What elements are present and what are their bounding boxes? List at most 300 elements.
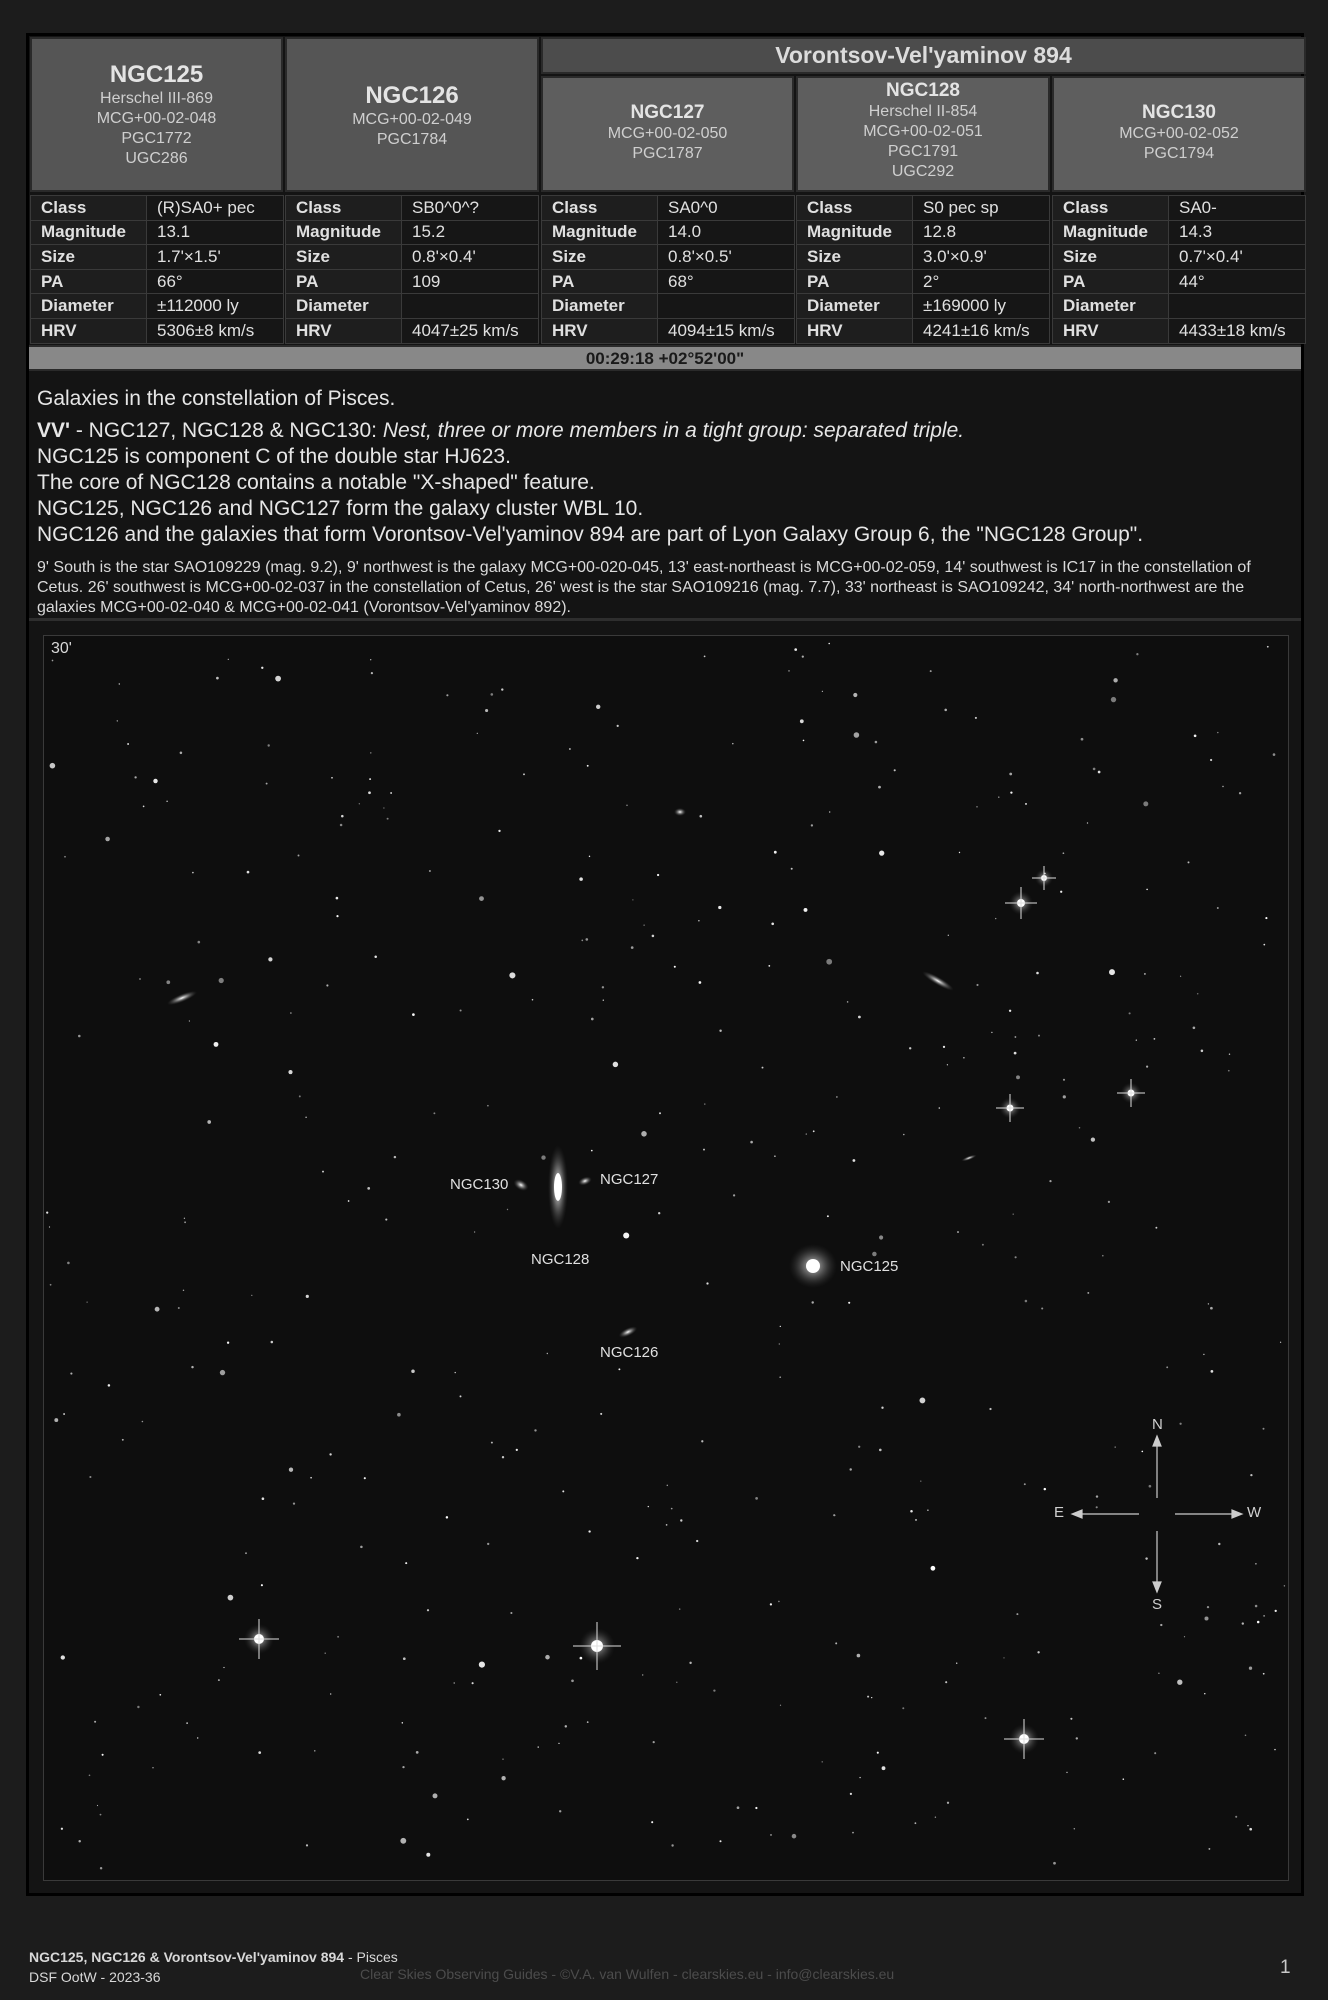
star — [848, 1302, 850, 1304]
star — [1013, 1213, 1014, 1214]
star — [713, 1689, 715, 1691]
stars — [46, 643, 1285, 1870]
star — [1076, 1737, 1078, 1739]
star — [1049, 1180, 1051, 1182]
star — [218, 1679, 220, 1681]
prop-value: 13.1 — [147, 220, 284, 245]
star — [985, 1717, 987, 1719]
star — [61, 1828, 63, 1830]
object-id: MCG+00-02-048 — [96, 110, 217, 127]
prop-value: ±169000 ly — [913, 294, 1050, 319]
prop-value: 4094±15 km/s — [658, 318, 795, 343]
star — [643, 924, 644, 925]
star — [117, 720, 118, 721]
star — [119, 683, 120, 684]
prop-label: Size — [1053, 245, 1169, 270]
footer-title-block — [29, 1947, 398, 1987]
prop-label: Diameter — [31, 294, 147, 319]
star — [847, 1001, 849, 1003]
star — [207, 1120, 211, 1124]
star — [733, 1194, 735, 1196]
object-title: NGC127 — [630, 102, 705, 123]
page-number: 1 — [1280, 1957, 1291, 1978]
star — [1016, 1075, 1020, 1079]
star — [261, 667, 263, 669]
star — [1093, 768, 1096, 771]
star — [1160, 1624, 1162, 1626]
star — [737, 1806, 740, 1809]
prop-label: Diameter — [286, 294, 402, 319]
star — [490, 693, 493, 696]
star — [698, 920, 699, 921]
star — [580, 1657, 583, 1660]
star — [290, 1012, 292, 1014]
star — [706, 1282, 708, 1284]
star — [245, 1552, 247, 1554]
star — [587, 765, 589, 767]
star — [617, 725, 619, 727]
star — [228, 1595, 234, 1601]
star — [446, 694, 448, 696]
star — [1284, 1585, 1285, 1586]
object-id: PGC1772 — [121, 130, 192, 147]
star — [779, 1376, 781, 1378]
object-id: PGC1784 — [376, 131, 448, 148]
star — [78, 1035, 81, 1038]
star — [945, 1681, 947, 1683]
star — [545, 1655, 550, 1660]
guide-frame — [26, 33, 1304, 1896]
star — [1257, 1621, 1260, 1624]
star — [701, 1440, 703, 1442]
star — [667, 1485, 668, 1486]
object-id: MCG+00-02-049 — [352, 111, 472, 128]
star — [879, 1235, 883, 1239]
star — [1096, 1506, 1098, 1508]
star — [858, 1016, 861, 1019]
star — [879, 850, 884, 855]
star — [293, 1502, 295, 1504]
star — [811, 824, 813, 826]
star — [674, 966, 676, 968]
star — [588, 1530, 590, 1532]
star — [1208, 1848, 1210, 1850]
star — [957, 1231, 959, 1233]
star — [97, 1805, 98, 1806]
star — [228, 659, 229, 660]
star — [61, 1655, 65, 1659]
star — [811, 1301, 813, 1303]
note-double-star: NGC125 is component C of the double star HJ623. — [37, 445, 511, 468]
star — [227, 1342, 229, 1344]
star — [446, 1516, 448, 1518]
star — [780, 1326, 781, 1327]
star — [394, 1156, 396, 1158]
prop-label: HRV — [31, 318, 147, 343]
star — [1123, 1778, 1125, 1780]
prop-label: PA — [797, 269, 913, 294]
star — [94, 1721, 96, 1723]
star — [1194, 734, 1197, 737]
star — [1155, 1227, 1157, 1229]
star — [487, 1543, 489, 1545]
star — [591, 1018, 594, 1021]
star — [341, 815, 344, 818]
star — [159, 1694, 161, 1696]
star — [220, 1370, 225, 1375]
star — [390, 792, 392, 794]
star — [89, 1774, 91, 1776]
star — [479, 1662, 485, 1668]
star — [1242, 1622, 1244, 1624]
star — [1263, 1428, 1265, 1430]
star — [405, 1562, 407, 1564]
props-ngc127 — [541, 195, 795, 344]
star — [1144, 973, 1146, 975]
star — [1014, 1036, 1016, 1038]
star — [197, 1737, 198, 1738]
star — [1109, 969, 1115, 975]
star — [1024, 1483, 1026, 1485]
star — [397, 1413, 401, 1417]
star — [1102, 1255, 1104, 1257]
star — [704, 656, 706, 658]
star — [881, 1407, 883, 1409]
object-title: NGC130 — [1142, 102, 1216, 123]
star — [1096, 1495, 1098, 1497]
header-ngc127 — [541, 76, 794, 192]
star — [877, 1752, 879, 1754]
object-id: Herschel II-854 — [868, 103, 978, 120]
object-id: MCG+00-02-052 — [1119, 125, 1239, 142]
star — [931, 1566, 936, 1571]
galaxy-ngc126 — [617, 1324, 639, 1340]
star — [1267, 646, 1269, 648]
galaxy — [674, 808, 686, 816]
star — [142, 1421, 144, 1423]
compass-south: S — [1152, 1596, 1163, 1613]
star — [1053, 1862, 1056, 1865]
star — [155, 1307, 160, 1312]
star — [271, 1341, 274, 1344]
divider — [29, 618, 1301, 621]
prop-label: Class — [286, 196, 402, 221]
star — [1193, 1026, 1196, 1029]
star — [1136, 653, 1138, 655]
star — [216, 677, 219, 680]
prop-label: Class — [797, 196, 913, 221]
star — [822, 1761, 823, 1762]
star — [479, 896, 484, 901]
star — [631, 946, 634, 949]
star — [704, 1103, 705, 1104]
star — [671, 1508, 673, 1510]
star — [778, 1601, 780, 1603]
description-notes — [37, 376, 1295, 618]
star — [108, 1384, 111, 1387]
star — [153, 779, 157, 783]
star — [348, 1200, 350, 1202]
star — [262, 1497, 265, 1500]
star — [1014, 1052, 1017, 1055]
star — [636, 1557, 638, 1559]
star — [835, 1642, 837, 1644]
star — [1025, 1300, 1028, 1303]
star — [416, 1751, 419, 1754]
star — [1255, 1563, 1257, 1565]
star — [184, 1218, 185, 1219]
star — [383, 807, 384, 808]
star — [792, 1834, 797, 1839]
prop-label: Magnitude — [797, 220, 913, 245]
star — [370, 752, 371, 753]
star — [223, 1667, 224, 1668]
star — [86, 1301, 87, 1302]
star — [927, 1509, 929, 1511]
star — [849, 1468, 851, 1470]
star — [498, 830, 500, 832]
header-ngc130 — [1052, 76, 1306, 192]
star — [943, 1046, 945, 1048]
star — [310, 1477, 312, 1479]
star — [322, 1171, 324, 1173]
star — [1114, 1446, 1115, 1447]
prop-value: 0.8'×0.5' — [658, 245, 795, 270]
star — [298, 855, 300, 857]
star — [433, 1112, 435, 1114]
star — [127, 743, 129, 745]
star — [867, 1696, 869, 1698]
star — [46, 1211, 48, 1213]
star — [330, 1693, 331, 1694]
prop-value: 4241±16 km/s — [913, 318, 1050, 343]
star — [1066, 1772, 1067, 1773]
star — [699, 815, 702, 818]
star — [192, 872, 194, 874]
star — [186, 1722, 188, 1724]
star — [653, 1741, 655, 1743]
star — [49, 1226, 50, 1227]
star — [369, 778, 371, 780]
header-ngc128 — [796, 76, 1050, 192]
prop-label: HRV — [286, 318, 402, 343]
star — [676, 1682, 677, 1683]
star — [189, 1020, 190, 1021]
star — [623, 1232, 629, 1238]
star — [275, 676, 281, 682]
star — [680, 1519, 682, 1521]
star — [538, 1746, 539, 1747]
star — [184, 1221, 186, 1223]
star — [1217, 732, 1218, 733]
star — [359, 803, 360, 804]
footer-series: DSF OotW - 2023-36 — [29, 1969, 161, 1985]
prop-label: Diameter — [542, 294, 658, 319]
star — [1009, 1010, 1011, 1012]
star — [982, 1244, 984, 1246]
star — [626, 804, 628, 806]
star — [944, 709, 947, 712]
coordinates-bar: 00:29:18 +02°52'00" — [29, 345, 1301, 371]
note-constellation: Galaxies in the constellation of Pisces. — [37, 387, 396, 410]
star — [1044, 1488, 1046, 1490]
star — [426, 1853, 430, 1857]
star — [804, 908, 808, 912]
galaxy-ngc130 — [512, 1177, 531, 1194]
star — [64, 856, 66, 858]
star — [166, 980, 170, 984]
star — [1210, 759, 1212, 761]
star — [585, 938, 588, 941]
star — [1263, 1673, 1265, 1675]
star — [1081, 738, 1084, 741]
star — [510, 1612, 512, 1614]
prop-label: Diameter — [1053, 294, 1169, 319]
star — [613, 1062, 618, 1067]
prop-label: Class — [1053, 196, 1169, 221]
star — [1250, 1474, 1252, 1476]
star — [1111, 697, 1116, 702]
star — [364, 1477, 366, 1479]
star — [325, 1653, 326, 1654]
star — [1154, 1038, 1156, 1040]
star — [989, 1408, 991, 1410]
star — [1036, 972, 1039, 975]
prop-label: Class — [542, 196, 658, 221]
star — [1211, 1370, 1214, 1373]
galaxy — [920, 969, 955, 994]
object-id: PGC1787 — [632, 145, 703, 162]
star — [178, 1307, 180, 1309]
star — [1229, 1053, 1230, 1054]
star — [930, 670, 932, 672]
star — [454, 1682, 455, 1683]
star — [854, 732, 860, 738]
scale-label: 30' — [51, 640, 72, 657]
star — [875, 741, 878, 744]
star — [1079, 1127, 1081, 1129]
star — [1239, 792, 1241, 794]
star — [100, 1867, 102, 1869]
star — [596, 705, 600, 709]
star — [991, 1032, 992, 1033]
star — [569, 748, 571, 750]
prop-label: HRV — [797, 318, 913, 343]
star — [412, 1013, 415, 1016]
star — [641, 1131, 647, 1137]
star — [385, 1219, 387, 1221]
star — [1228, 1070, 1230, 1072]
star — [976, 806, 978, 808]
star — [460, 1395, 462, 1397]
star — [559, 1810, 561, 1812]
prop-label: PA — [1053, 269, 1169, 294]
star — [370, 659, 371, 660]
footer-title: NGC125, NGC126 & Vorontsov-Vel'yaminov 894 — [29, 1949, 345, 1965]
star — [910, 1510, 913, 1513]
star — [288, 1070, 292, 1074]
star — [306, 1844, 308, 1846]
star — [1218, 1543, 1220, 1545]
star — [1201, 1050, 1204, 1053]
star — [1129, 1012, 1131, 1014]
star — [477, 733, 478, 734]
vv-members: - NGC127, NGC128 & NGC130: — [70, 419, 383, 442]
star — [52, 660, 54, 662]
object-id: PGC1791 — [887, 143, 959, 160]
prop-value: SB0^0^? — [402, 196, 539, 221]
prop-value: SA0- — [1169, 196, 1306, 221]
prop-label: Size — [542, 245, 658, 270]
star — [337, 1636, 339, 1638]
prop-label: Diameter — [797, 294, 913, 319]
star — [1275, 1610, 1277, 1612]
star — [879, 1449, 882, 1452]
star — [411, 1369, 415, 1373]
prop-label: Class — [31, 196, 147, 221]
star — [947, 1064, 948, 1065]
star — [826, 959, 832, 965]
star — [1074, 1828, 1075, 1829]
star — [679, 1608, 680, 1609]
star — [1217, 907, 1219, 909]
star — [872, 1252, 876, 1256]
label-ngc125: NGC125 — [840, 1258, 899, 1275]
star — [939, 1107, 941, 1109]
star — [571, 1679, 574, 1682]
star — [1249, 1667, 1252, 1670]
star — [507, 1209, 508, 1210]
star — [719, 1030, 721, 1032]
star — [1179, 1423, 1181, 1425]
star — [547, 1353, 548, 1354]
footer-credit: Clear Skies Observing Guides - ©V.A. van Wulfen - clearskies.eu - info@clearskies.eu — [360, 1966, 895, 1982]
star — [1249, 1828, 1252, 1831]
object-id: UGC292 — [891, 163, 955, 180]
star — [859, 1777, 860, 1778]
star — [1204, 1616, 1208, 1620]
star — [491, 1442, 493, 1444]
star — [198, 941, 201, 944]
object-title: NGC125 — [109, 61, 204, 88]
prop-value: (R)SA0+ pec — [147, 196, 284, 221]
star — [558, 1743, 559, 1744]
star — [502, 1456, 504, 1458]
star — [963, 1057, 965, 1059]
star — [587, 1721, 589, 1723]
vv-description: Nest, three or more members in a tight group: separated triple. — [382, 419, 965, 442]
prop-value: 5306±8 km/s — [147, 318, 284, 343]
star — [102, 1754, 104, 1756]
star — [1154, 1752, 1156, 1754]
header-ngc125 — [30, 37, 283, 192]
star — [1204, 1693, 1205, 1694]
star — [770, 1834, 772, 1836]
star — [1016, 1613, 1018, 1615]
star — [794, 648, 797, 651]
star — [976, 984, 978, 986]
prop-value: 68° — [658, 269, 795, 294]
star — [289, 1468, 293, 1472]
star — [180, 752, 183, 755]
star — [1247, 1825, 1248, 1826]
star — [427, 1609, 429, 1611]
star — [266, 783, 268, 785]
compass — [1072, 1436, 1242, 1592]
star — [813, 1130, 815, 1132]
star — [828, 643, 830, 645]
star — [956, 1663, 957, 1664]
